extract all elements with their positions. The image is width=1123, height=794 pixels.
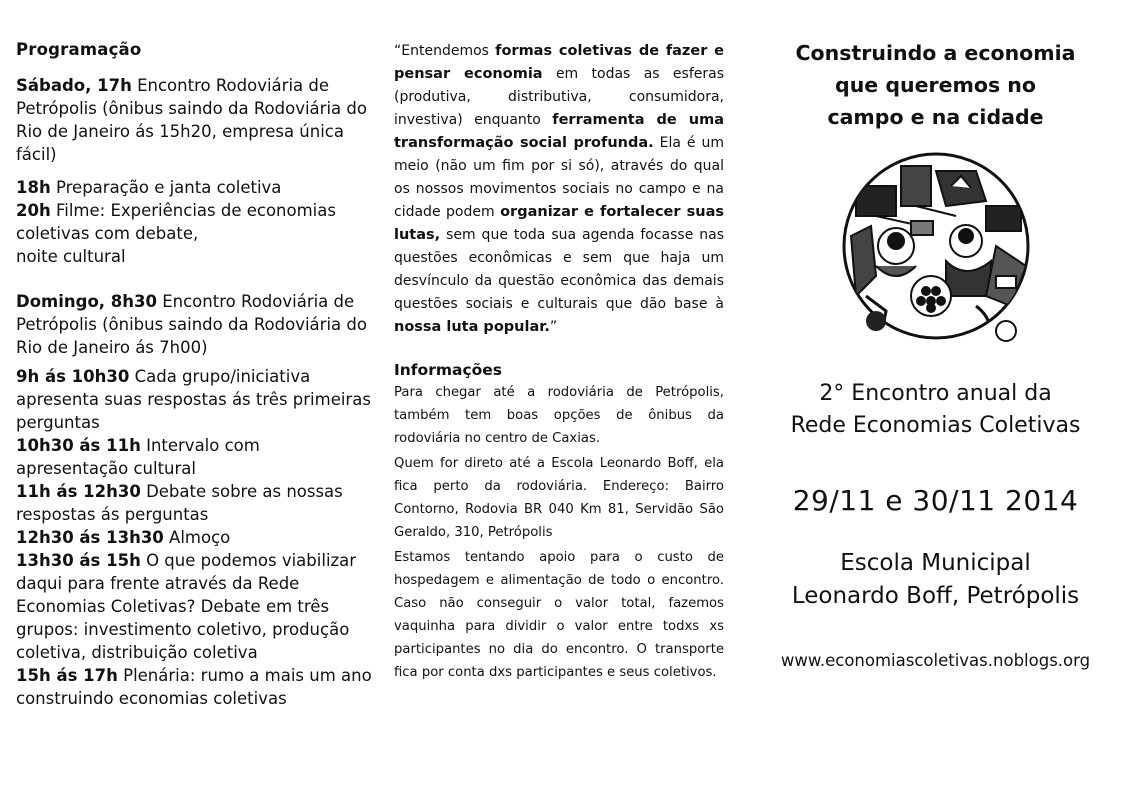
title-line: Construindo a economia (795, 41, 1076, 65)
info-paragraph: Para chegar até a rodoviária de Petrópolis, também tem boas opções de ônibus da rodoviária no centro de Caxias. (394, 385, 724, 446)
event-name (748, 378, 1123, 442)
manifesto-quote (394, 40, 724, 339)
item-time: 9h ás 10h30 (16, 367, 130, 386)
saturday-text: Encontro Rodoviária de Petrópolis (ônibus saindo da Rodoviária do Rio de Janeiro ás 15h20, empresa única fácil) (16, 76, 367, 164)
item-text: Debate sobre as nossas respostas ás perguntas (16, 482, 343, 524)
cover-column (748, 0, 1123, 794)
sunday-text: Encontro Rodoviária de Petrópolis (ônibus saindo da Rodoviária do Rio de Janeiro ás 7h00) (16, 292, 367, 357)
event-date: 29/11 e 30/11 2014 (792, 484, 1079, 517)
schedule-item (16, 480, 374, 526)
info-paragraph: Quem for direto até a Escola Leonardo Boff, ela fica perto da rodoviária. Endereço: Bairro Contorno, Rodovia BR 040 Km 81, Servidão São Geraldo, 310, Petrópolis (394, 456, 724, 540)
quote-text: em todas as esferas (produtiva, distributiva, consumidora, investiva) enquanto (394, 66, 724, 128)
title-line: campo e na cidade (827, 105, 1044, 129)
schedule-item-extra: noite cultural (16, 247, 126, 266)
website-url: www.economiascoletivas.noblogs.org (780, 651, 1091, 670)
item-text: Plenária: rumo a mais um ano construindo economias coletivas (16, 666, 372, 708)
quote-bold: formas coletivas de fazer e pensar economia (394, 43, 724, 82)
event-line: 2° Encontro anual da (819, 381, 1052, 406)
saturday-block (16, 74, 374, 166)
venue-line: Escola Municipal (840, 550, 1031, 576)
illustration-graphic (836, 146, 1036, 346)
schedule-item (16, 365, 374, 434)
item-time: 13h30 ás 15h (16, 551, 141, 570)
item-time: 10h30 ás 11h (16, 436, 141, 455)
saturday-items (16, 176, 374, 268)
item-time: 15h ás 17h (16, 666, 118, 685)
item-text: Intervalo com apresentação cultural (16, 436, 260, 478)
item-text: Almoço (163, 528, 231, 547)
item-time: 18h (16, 178, 51, 197)
community-illustration (836, 146, 1036, 346)
quote-bold: organizar e fortalecer suas lutas, (394, 204, 724, 243)
schedule-item (16, 434, 374, 480)
item-text: Cada grupo/iniciativa apresenta suas respostas ás três primeiras perguntas (16, 367, 371, 432)
quote-text: “Entendemos (394, 43, 496, 59)
title-line: que queremos no (835, 73, 1036, 97)
quote-bold: nossa luta popular. (394, 319, 550, 335)
item-text: Filme: Experiências de economias coletivas com debate, (16, 201, 336, 243)
quote-text: Ela é um meio (não um fim por si só), através do qual os nossos movimentos sociais no campo e na cidade podem (394, 135, 725, 220)
sunday-label: Domingo, 8h30 (16, 292, 157, 311)
schedule-item (16, 199, 374, 245)
quote-bold: ferramenta de uma transformação social profunda. (394, 112, 724, 151)
item-time: 11h ás 12h30 (16, 482, 141, 501)
cover-title (748, 38, 1123, 132)
program-heading: Programação (16, 40, 142, 59)
quote-info-column (374, 0, 748, 794)
program-column (0, 0, 374, 794)
event-line: Rede Economias Coletivas (790, 413, 1081, 438)
item-text: O que podemos viabilizar daqui para frente através da Rede Economias Coletivas? Debate em três grupos: investimento coletivo, produção coletiva, distribuição coletiva (16, 551, 357, 662)
event-venue (748, 547, 1123, 613)
sunday-block (16, 290, 374, 359)
info-paragraph: Estamos tentando apoio para o custo de hospedagem e alimentação de todo o encontro. Caso não conseguir o valor total, fazemos vaquinha para dividir o valor entre todxs xs participantes no dia do encontro. O transporte fica por conta dxs participantes e seus coletivos. (394, 550, 724, 680)
schedule-item (16, 176, 374, 199)
item-time: 20h (16, 201, 51, 220)
sunday-items (16, 365, 374, 710)
quote-text: ” (549, 319, 558, 335)
item-time: 12h30 ás 13h30 (16, 528, 164, 547)
schedule-item (16, 664, 374, 710)
quote-text: sem que toda sua agenda focasse nas questões econômicas e sem que haja um desvínculo da questão econômica das demais questões sociais e culturais que dão base à (394, 227, 724, 312)
item-text: Preparação e janta coletiva (50, 178, 282, 197)
info-heading: Informações (394, 361, 503, 379)
schedule-item (16, 549, 374, 664)
saturday-label: Sábado, 17h (16, 76, 132, 95)
venue-line: Leonardo Boff, Petrópolis (791, 583, 1080, 609)
schedule-item (16, 526, 374, 549)
